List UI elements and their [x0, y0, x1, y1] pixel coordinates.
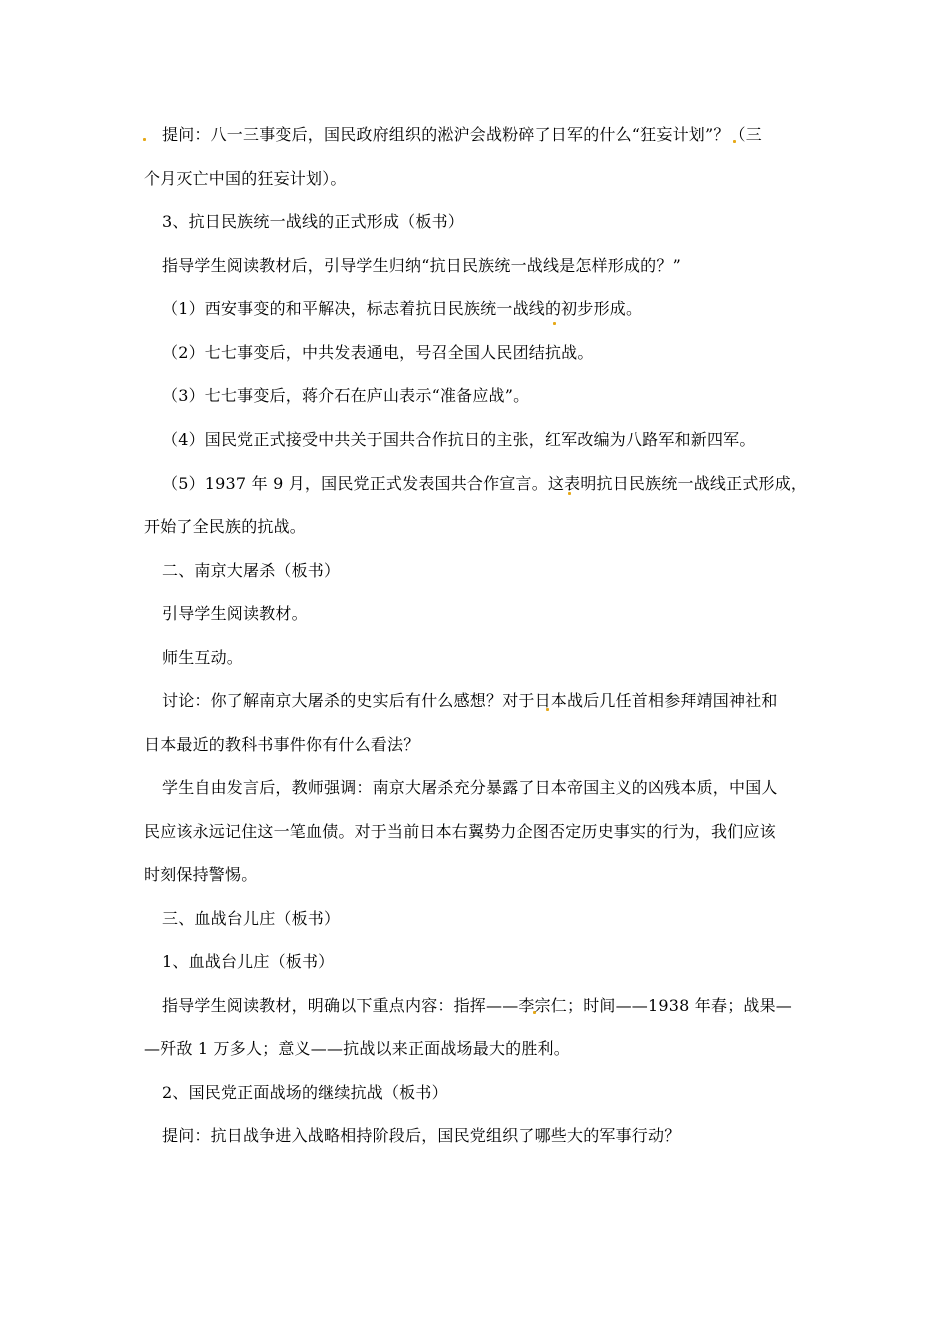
- section-heading: 三、血战台儿庄（板书）: [162, 909, 341, 928]
- list-item: （5）1937 年 9 月，国民党正式发表国共合作宣言。这表明抗日民族统一战线正式形成，: [162, 474, 808, 493]
- section-heading: 1、血战台儿庄（板书）: [162, 952, 335, 971]
- paragraph-line: 个月灭亡中国的狂妄计划）。: [144, 169, 347, 188]
- margin-marker: [143, 138, 146, 141]
- list-item: （1）西安事变的和平解决，标志着抗日民族统一战线的初步形成。: [162, 299, 643, 318]
- paragraph-line: 师生互动。: [162, 648, 244, 667]
- paragraph-line: 提问：八一三事变后，国民政府组织的淞沪会战粉碎了日军的什么“狂妄计划”？（三: [162, 125, 762, 144]
- paragraph-line: 指导学生阅读教材，明确以下重点内容：指挥——李宗仁；时间——1938 年春；战果—: [162, 996, 793, 1015]
- paragraph-line: —歼敌 1 万多人；意义——抗战以来正面战场最大的胜利。: [144, 1039, 570, 1058]
- section-heading: 2、国民党正面战场的继续抗战（板书）: [162, 1083, 448, 1102]
- paragraph-line: 日本最近的教科书事件你有什么看法？: [144, 735, 420, 754]
- paragraph-line: 引导学生阅读教材。: [162, 604, 308, 623]
- section-heading: 二、南京大屠杀（板书）: [162, 561, 341, 580]
- paragraph-line: 提问：抗日战争进入战略相持阶段后，国民党组织了哪些大的军事行动？: [162, 1126, 681, 1145]
- list-item: （4）国民党正式接受中共关于国共合作抗日的主张，红军改编为八路军和新四军。: [162, 430, 756, 449]
- list-item: （2）七七事变后，中共发表通电，号召全国人民团结抗战。: [162, 343, 594, 362]
- section-heading: 3、抗日民族统一战线的正式形成（板书）: [162, 212, 464, 231]
- paragraph-line: 讨论：你了解南京大屠杀的史实后有什么感想？对于日本战后几任首相参拜靖国神社和: [162, 691, 778, 710]
- list-item-continuation: 开始了全民族的抗战。: [144, 517, 307, 536]
- paragraph-line: 指导学生阅读教材后，引导学生归纳“抗日民族统一战线是怎样形成的？”: [162, 256, 681, 275]
- paragraph-line: 学生自由发言后，教师强调：南京大屠杀充分暴露了日本帝国主义的凶残本质，中国人: [162, 778, 778, 797]
- list-item: （3）七七事变后，蒋介石在庐山表示“准备应战”。: [162, 386, 530, 405]
- margin-marker: [553, 322, 556, 325]
- paragraph-line: 民应该永远记住这一笔血债。对于当前日本右翼势力企图否定历史事实的行为，我们应该: [144, 822, 776, 841]
- paragraph-line: 时刻保持警惕。: [144, 865, 258, 884]
